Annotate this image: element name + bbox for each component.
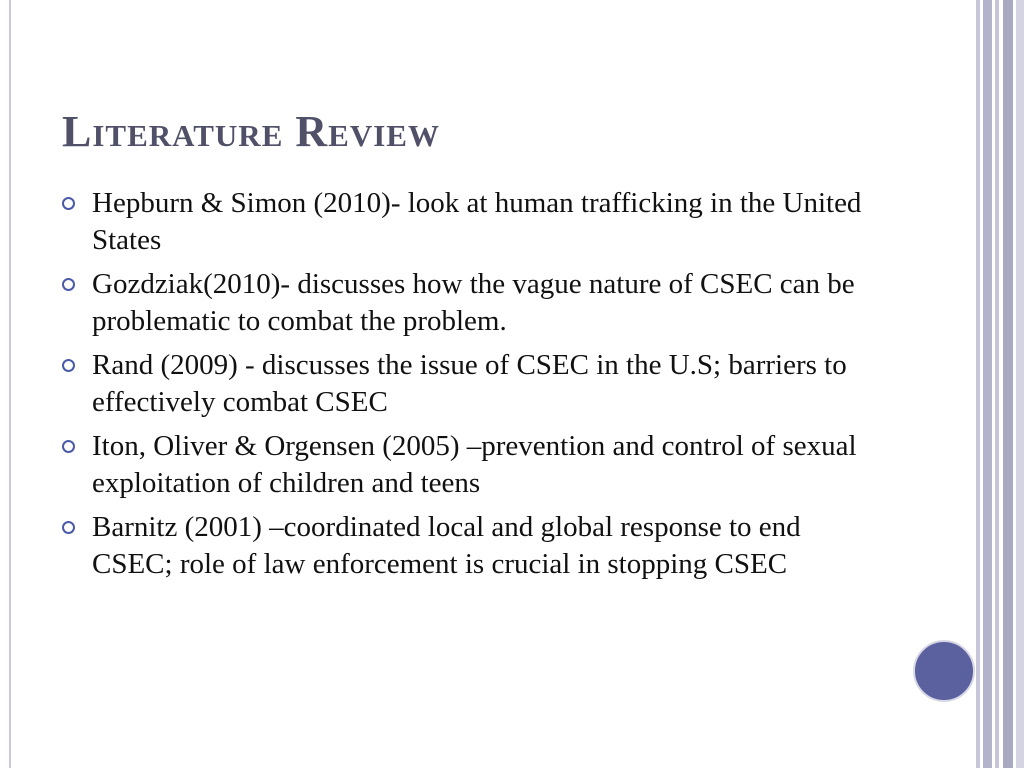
- slide-title: Literature Review: [62, 107, 440, 156]
- right-stripe-5: [1016, 0, 1024, 768]
- right-stripe-3: [995, 0, 999, 768]
- bullet-item: [62, 428, 882, 502]
- bullet-text: Iton, Oliver & Orgensen (2005) –prevention and control of sexual exploitation of children and teens: [92, 430, 857, 499]
- decorative-circle-icon: [913, 640, 975, 702]
- ring-bullet-icon: [62, 440, 75, 453]
- right-stripe-4: [1003, 0, 1013, 768]
- bullet-text: Gozdziak(2010)- discusses how the vague nature of CSEC can be problematic to combat the problem.: [92, 268, 855, 337]
- bullet-item: [62, 266, 882, 340]
- bullet-text: Barnitz (2001) –coordinated local and global response to end CSEC; role of law enforcement is crucial in stopping CSEC: [92, 511, 801, 580]
- bullet-text: Hepburn & Simon (2010)- look at human trafficking in the United States: [92, 187, 862, 256]
- ring-bullet-icon: [62, 197, 75, 210]
- right-stripe-1: [976, 0, 980, 768]
- left-frame-line: [9, 0, 11, 768]
- bullet-item: [62, 185, 882, 259]
- bullet-text: Rand (2009) - discusses the issue of CSEC in the U.S; barriers to effectively combat CSEC: [92, 349, 847, 418]
- ring-bullet-icon: [62, 521, 75, 534]
- right-stripe-2: [983, 0, 992, 768]
- bullet-item: [62, 347, 882, 421]
- bullet-list: [62, 185, 882, 590]
- ring-bullet-icon: [62, 278, 75, 291]
- bullet-item: [62, 509, 882, 583]
- ring-bullet-icon: [62, 359, 75, 372]
